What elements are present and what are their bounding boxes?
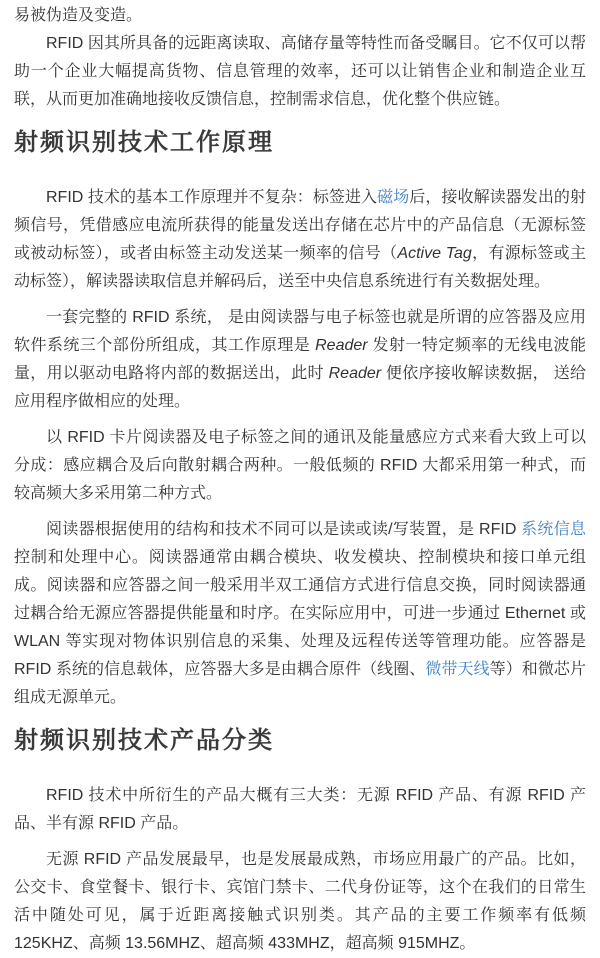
text-run: 控制和处理中心。阅读器通常由耦合模块、收发模块、控制模块和接口单元组成。阅读器和应答器之间一般采用半双工通信方式进行信息交换，同时阅读器通过耦合给无源应答器提供能量和时序。在实际应用中，可进一步通过 Ethernet 或 WLAN 等实现对物体识别信息的采集、处理及远程传送等管理功能。应答器是 RFID 系统的信息载体，应答器大多是由耦合原件（线圈、 (14, 549, 586, 678)
text-run: RFID 技术中所衍生的产品大概有三大类：无源 RFID 产品、有源 RFID 产品、半有源 RFID 产品。 (14, 787, 586, 832)
text-run: RFID 技术的基本工作原理并不复杂：标签进入 (46, 189, 378, 206)
paragraph (14, 782, 586, 838)
italic-term: Reader (328, 365, 382, 382)
paragraph (14, 184, 586, 296)
paragraph (14, 2, 586, 30)
inline-link[interactable]: 系统信息 (521, 521, 586, 538)
paragraph (14, 846, 586, 958)
italic-term: Reader (315, 337, 368, 354)
paragraph (14, 30, 586, 114)
paragraph (14, 304, 586, 416)
text-run: 后，接收解读器发出的射频信号，凭借感应电流所获得的能量发送出存储在芯片中的产品信息（无源标签或被动标签），或者由标签主动发送某一频率的信号（ (14, 189, 586, 262)
section-heading: 射频识别技术工作原理 (14, 129, 274, 156)
text-run: 以 RFID 卡片阅读器及电子标签之间的通讯及能量感应方式来看大致上可以分成：感应耦合及后向散射耦合两种。一般低频的 RFID 大都采用第一种式，而较高频大多采用第二种方式。 (14, 429, 586, 502)
text-run: 等）和微芯片组成无源单元。 (14, 661, 586, 706)
italic-term: Active Tag (397, 245, 472, 262)
text-run: 发射一特定频率的无线电波能量，用以驱动电路将内部的数据送出，此时 (14, 337, 586, 382)
inline-link[interactable]: 微带天线 (425, 661, 490, 678)
text-run: 阅读器根据使用的结构和技术不同可以是读或读/写装置，是 RFID (46, 521, 522, 538)
paragraph (14, 516, 586, 712)
inline-link[interactable]: 磁场 (377, 189, 410, 206)
text-run: 一套完整的 RFID 系统， 是由阅读器与电子标签也就是所谓的应答器及应用软件系统三个部份所组成，其工作原理是 (14, 309, 586, 354)
text-run: 无源 RFID 产品发展最早，也是发展最成熟，市场应用最广的产品。比如，公交卡、食堂餐卡、银行卡、宾馆门禁卡、二代身份证等，这个在我们的日常生活中随处可见，属于近距离接触式识别类。其产品的主要工作频率有低频 125KHZ、高频 13.56MHZ、超高频 433MHZ，超高频 915MHZ。 (14, 851, 586, 952)
paragraph (14, 424, 586, 508)
text-run: RFID 因其所具备的远距离读取、高储存量等特性而备受瞩目。它不仅可以帮助一个企业大幅提高货物、信息管理的效率，还可以让销售企业和制造企业互联，从而更加准确地接收反馈信息，控制需求信息，优化整个供应链。 (14, 35, 586, 108)
text-run: ，有源标签或主动标签），解读器读取信息并解码后，送至中央信息系统进行有关数据处理。 (14, 245, 586, 290)
text-run: 易被伪造及变造。 (14, 7, 143, 24)
section-heading: 射频识别技术产品分类 (14, 727, 274, 754)
text-run: 便依序接收解读数据， 送给应用程序做相应的处理。 (14, 365, 586, 410)
